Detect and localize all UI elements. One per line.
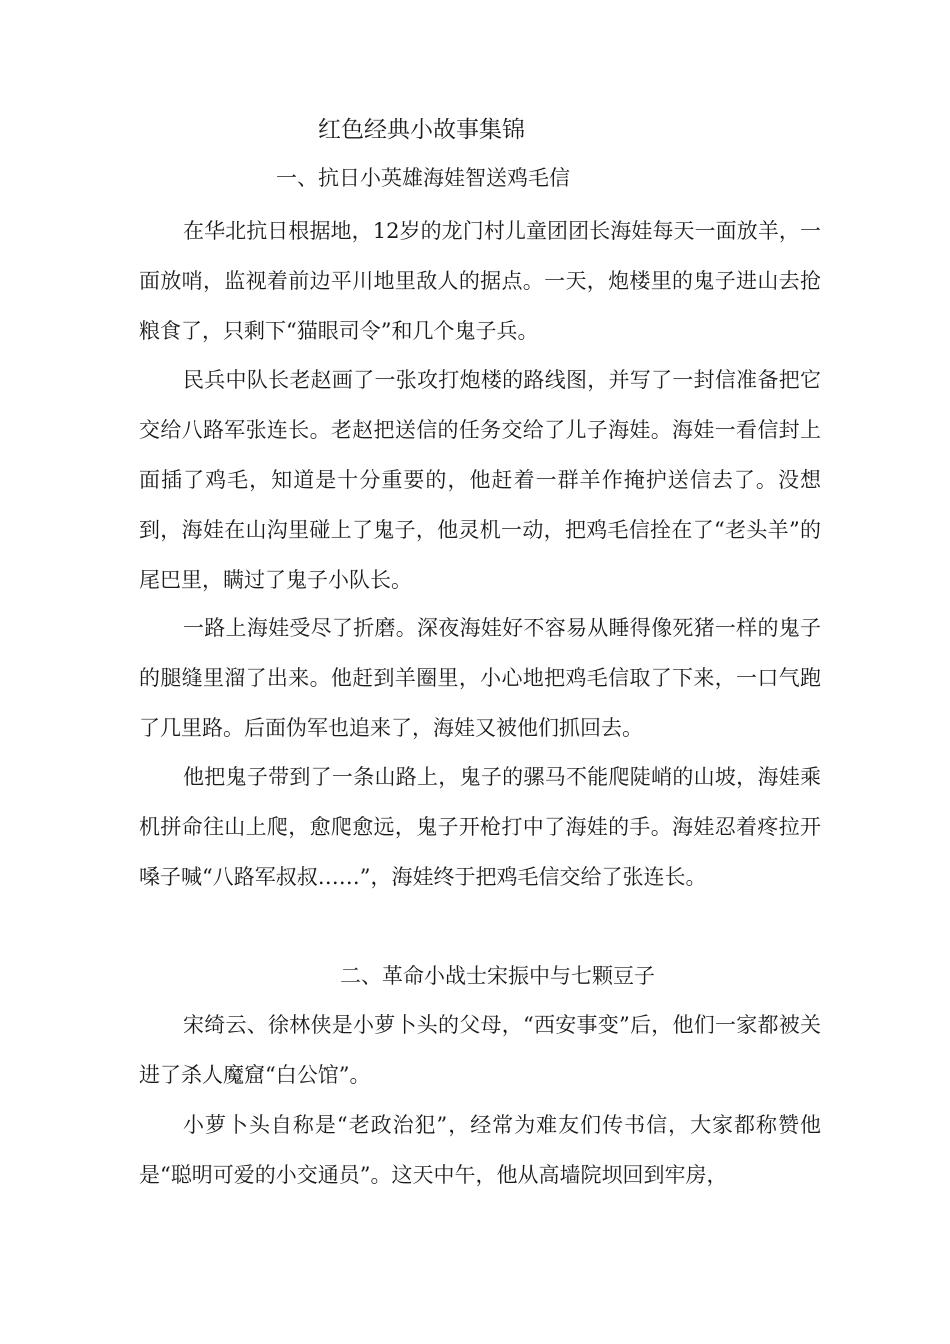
- document-title: 红色经典小故事集锦: [318, 117, 525, 143]
- paragraph: 民兵中队长老赵画了一张攻打炮楼的路线图，并写了一封信准备把它交给八路军张连长。老赵把送信的任务交给了儿子海娃。海娃一看信封上面插了鸡毛，知道是十分重要的，他赶着一群羊作掩护送信去了。没想到，海娃在山沟里碰上了鬼子，他灵机一动，把鸡毛信拴在了“老头羊”的尾巴里，瞒过了鬼子小队长。: [139, 368, 821, 592]
- paragraph: 一路上海娃受尽了折磨。深夜海娃好不容易从睡得像死猪一样的鬼子的腿缝里溜了出来。他赶到羊圈里，小心地把鸡毛信取了下来，一口气跑了几里路。后面伪军也追来了，海娃又被他们抓回去。: [139, 616, 821, 740]
- section-heading-2: 二、革命小战士宋振中与七颗豆子: [340, 964, 655, 988]
- paragraph: 小萝卜头自称是“老政治犯”，经常为难友们传书信，大家都称赞他是“聪明可爱的小交通员”。这天中午，他从高墙院坝回到牢房，: [139, 1113, 821, 1187]
- paragraph: 在华北抗日根据地，12岁的龙门村儿童团团长海娃每天一面放羊，一面放哨，监视着前边平川地里敌人的据点。一天，炮楼里的鬼子进山去抢粮食了，只剩下“猫眼司令”和几个鬼子兵。: [139, 219, 821, 343]
- paragraph: 他把鬼子带到了一条山路上，鬼子的骡马不能爬陡峭的山坡，海娃乘机拼命往山上爬，愈爬愈远，鬼子开枪打中了海娃的手。海娃忍着疼拉开嗓子喊“八路军叔叔……”，海娃终于把鸡毛信交给了张连长。: [139, 765, 821, 889]
- paragraph: 宋绮云、徐林侠是小萝卜头的父母，“西安事变”后，他们一家都被关进了杀人魔窟“白公馆”。: [139, 1013, 821, 1087]
- section-heading-1: 一、抗日小英雄海娃智送鸡毛信: [276, 166, 570, 190]
